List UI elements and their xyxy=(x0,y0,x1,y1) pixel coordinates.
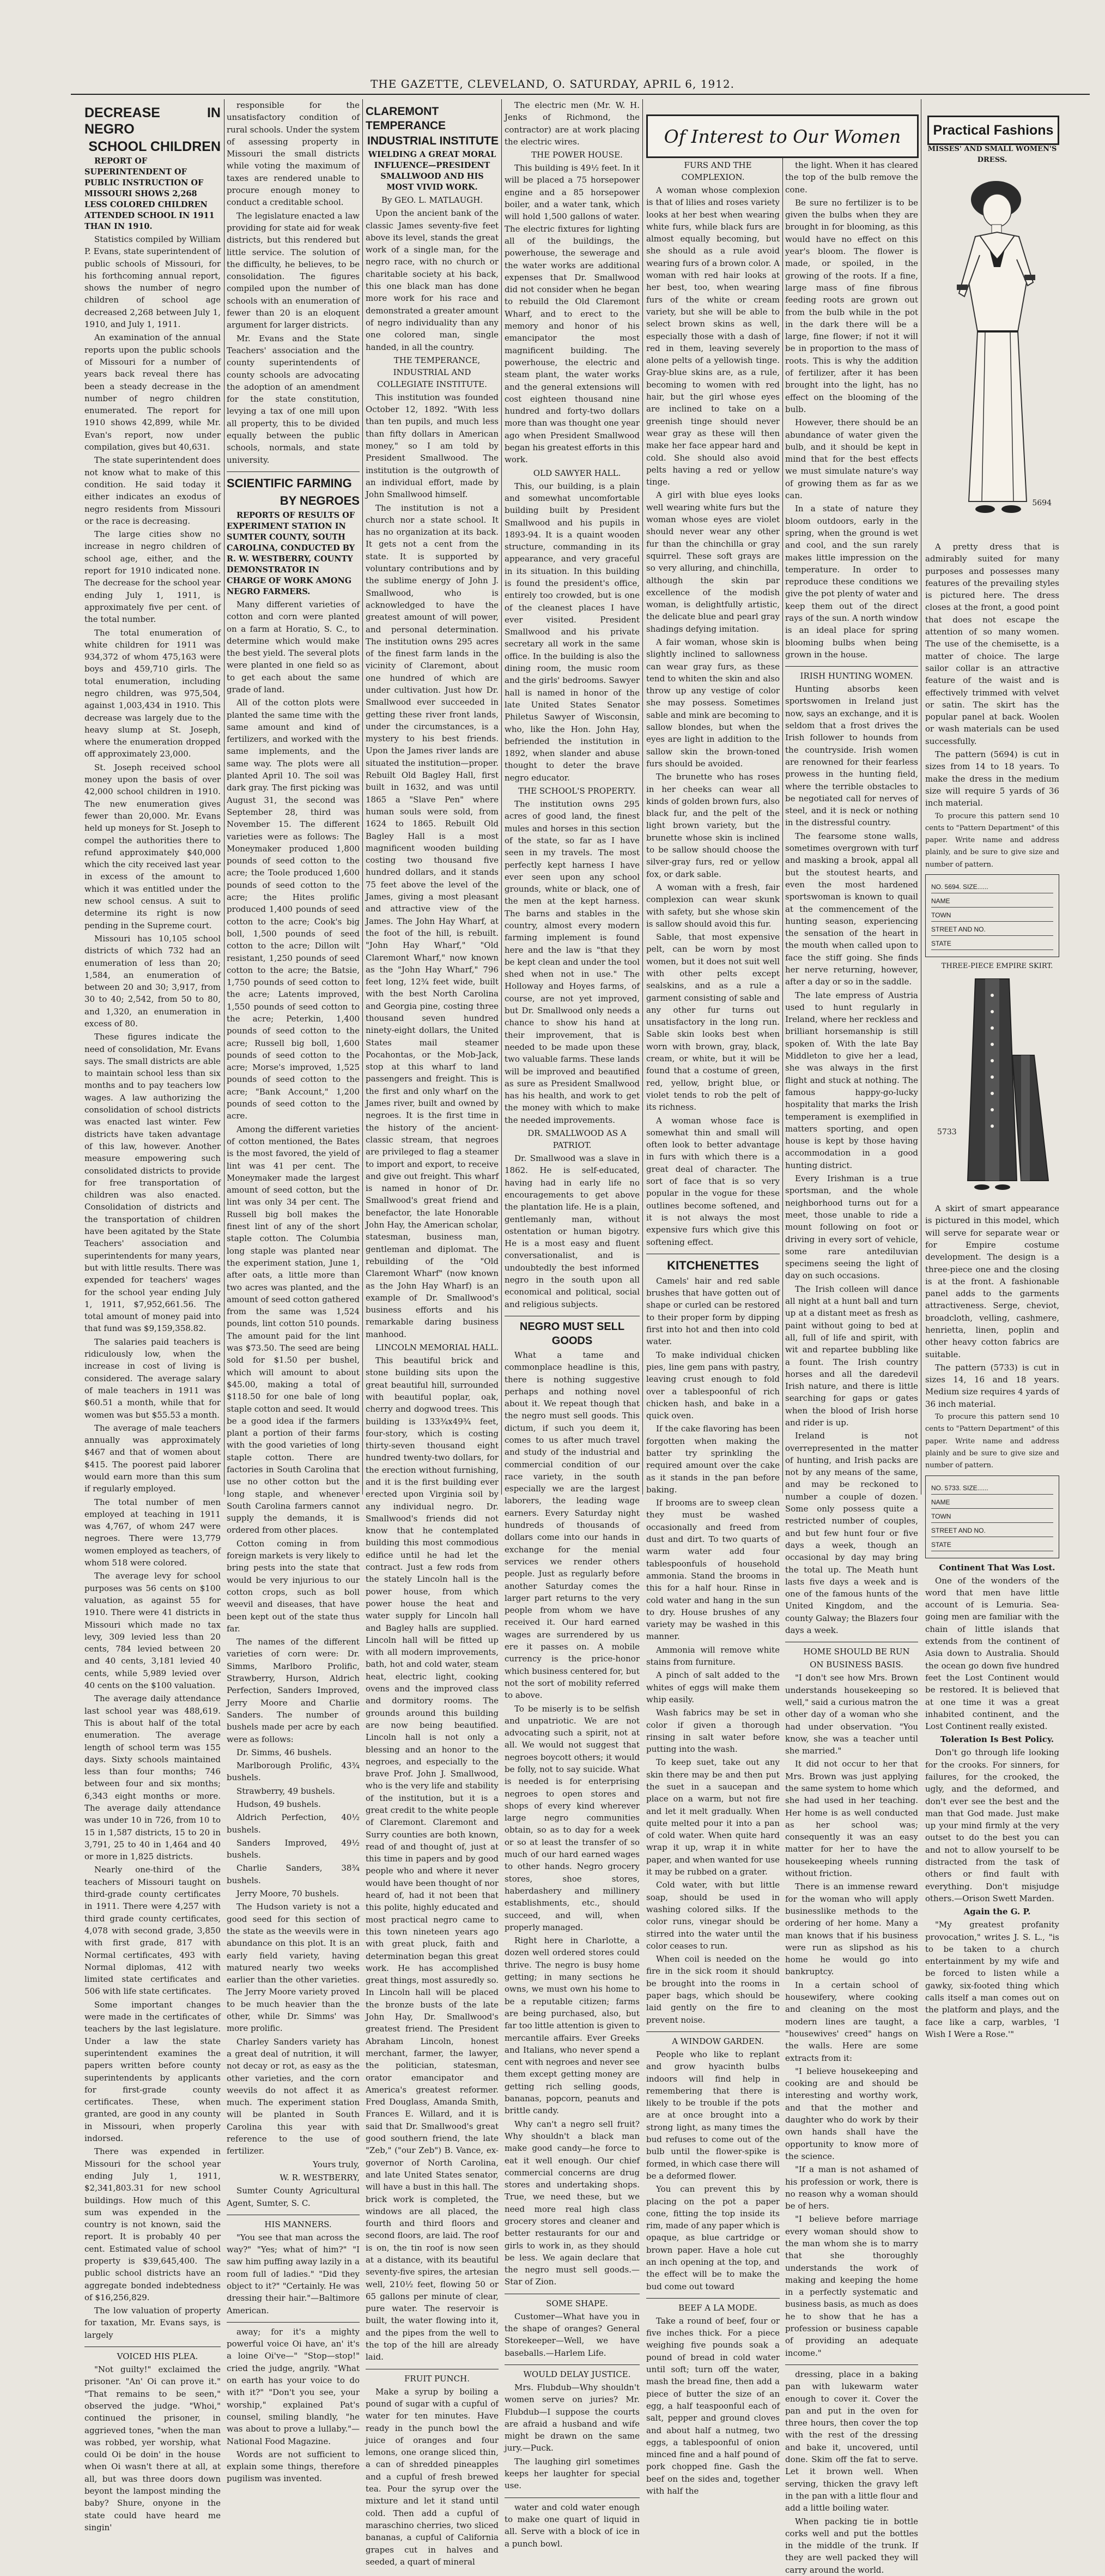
farming-headline-2: BY NEGROES xyxy=(280,493,360,507)
decrease-paragraph: The average daily attendance last school year was 488,619. This is about half of the total enumeration. The average length of school term was 155 days. Sixty schools maintained less than four months; 746 between four and six months; 6,343 eight months or more. The average daily attendance was under 10 in 726, from 10 to 15 in 1,587 districts, 15 to 20 in 3,791, 25 to 40 in 1,464 and 40 or more in 1,825 districts. xyxy=(84,1694,221,1862)
furs-paragraph: A woman whose complexion is that of lilies and roses variety looks at her best when wearing white furs, while black furs are almost equally becoming, but she should as a rule avoid wearing furs of a brown color. A woman with red hair looks at her best, too, when wearing furs of the white or cream variety, but she will be able to select brown skins as well, especially those with a dash of red in them, leaving severely alone pelts of a yellowish tinge. Gray-blue skins are, as a rule, becoming to women with red hair, but the girl whose eyes are inclined to take on a greenish tinge should never wear gray as these will then make her face appear hard and cold. She should also avoid pelts having a red or yellow tinge. xyxy=(646,185,780,487)
laugh-paragraph: The laughing girl sometimes keeps her laughter for special use. xyxy=(505,2456,640,2491)
claremont-headline-1: CLAREMONT TEMPERANCE xyxy=(366,105,446,132)
dress-order-note: To procure this pattern send 10 cents to "Pattern Department" of this paper. Write name and address plainly, and be sure to give size and number of pattern. xyxy=(925,812,1059,869)
irish-paragraph: Ireland is not overrepresented in the matter of hunting, and Irish packs are not by any means of the same, and may be reckoned to number a couple of dozen. Some only possess quite a restricted number of couples, and but few hunt four or five days a week, though an occasional by day may bring the total up. The Meath hunt lasts five days a week and is one of the famous hunts of the United Kingdom, and the county Galway; the Blazers four days a week. xyxy=(785,1431,918,1636)
section-divider xyxy=(227,2322,360,2323)
signature-line: Yours truly, xyxy=(313,2159,360,2169)
section-divider xyxy=(646,2298,780,2299)
order-row xyxy=(931,881,1053,893)
claremont-paragraph: This beautiful brick and stone building sits upon the great beautiful hill, surrounded with beautiful poplar, oak, cherry and dogwood trees. This building is 133¾x49¾ feet, four-story, which is costing thirty-seven thousand eight hundred twenty-two dollars, for the erection without furnishing, and it is the first building ever erected upon Virginia soil by any individual negro. Dr. Smallwood's friends did not know that he contemplated building this most commodious edifice until he had let the contract. Just a few rods from the stately Lincoln hall is the power house, from which power house the heat and water supply for Lincoln hall and Bagley halls are supplied. Lincoln hall will be fitted up with all modern improvements, bath, hot and cold water, steam heat, electric light, cooking ovens and the improved class and dormitory rooms. The grounds around this building are now being beautified. Lincoln hall is not only a blessing and an honor to the negroes, and especially to the brave Prof. John J. Smallwood, who is the very life and stability of the institution, but it is a great credit to the white people of Claremont. Claremont and Surry counties are both known, read of and thought of, just at this time in papers and by good people who and where it never would have been thought of nor heard of, had it not been that this polite, highly educated and most practical negro came to this town nineteen years ago with great pluck, faith and determination began this great work. He has accomplished great things, most assuredly so. In Lincoln hall will be placed the bronze busts of the late John Hay, Dr. Smallwood's greatest friend. The President Abraham Lincoln, honest merchant, farmer, the lawyer, the politician, statesman, orator emancipator and America's greatest reformer. Fred Douglass, Amanda Smith, Frances E. Willard, and it is said that Dr. Smallwood's great good southern friend, the late "Zeb," ("our Zeb") B. Vance, ex-governor of North Carolina, and late United States senator, will have a bust in this hall. The brick work is completed, the windows are all placed, the fourth and third floors and second floors, are laid. The roof is on, the tin roof is now seen at a distance, with its beautiful seventy-five spires, the artesian well, 210½ feet, flowing 50 or 65 gallons per minute of clear, pure water. The reservoir is built, the water flowing into it, and the pipes from the well to the top of the hill are already laid. xyxy=(366,1356,499,2362)
column-3 xyxy=(366,104,499,2567)
gp-headline: Again the G. P. xyxy=(963,1907,1031,1917)
furs-paragraph: A girl with blue eyes looks well wearing white furs but the woman whose eyes are violet should never wear any other fur than the chinchilla or gray squirrel. These soft grays are so very alluring, and chinchilla, although the skin par excellence of the modish woman, is delightfully artistic, the delicate blue and pearl gray shadings defying imitation. xyxy=(646,490,780,634)
farming-paragraph: Many different varieties of cotton and corn were planted on a farm at Horatio, S. C., to determine which would make the best yield. The several plots were planted in one field so as to get each about the same grade of land. xyxy=(227,599,360,694)
kitchen-paragraph: Cold water, with but little soap, should be used in washing colored silks. If the color runs, vinegar should be stirred into the water until the color ceases to run. xyxy=(646,1880,780,1951)
kitchen-paragraph: Wash fabrics may be set in color if given a thorough rinsing in salt water before putting into the wash. xyxy=(646,1708,780,1755)
punch-headline: FRUIT PUNCH. xyxy=(404,2373,470,2384)
order-state-field[interactable]: STATE xyxy=(931,1539,1053,1551)
claremont-subsection: THE TEMPERANCE, INDUSTRIAL AND COLLEGIATE INSTITUTE. xyxy=(377,355,487,389)
column-6 xyxy=(785,159,918,2575)
packing-paragraph: When packing tie in bottle corks well and put the bottles in the middle of the trunk. If they are well packed they will carry around the world. xyxy=(785,2516,918,2575)
order-state-field[interactable]: STATE xyxy=(931,938,1053,950)
skirt-pattern-number: 5733 xyxy=(937,1128,957,1137)
order-size[interactable]: SIZE...... xyxy=(963,1484,988,1492)
home-paragraph: "I don't see how Mrs. Brown understands housekeeping so well," said a curious matron the other day of a woman who she had under observation. "You know, she was a teacher until she married." xyxy=(785,1673,918,1756)
claremont-subsection: LINCOLN MEMORIAL HALL. xyxy=(375,1343,499,1353)
goods-paragraph: Right here in Charlotte, a dozen well ordered stores could thrive. The negro is busy home getting; in many sections he owns, we must own his home to be a reputable citizen; farms are being purchased, also, but far too little attention is given to mercantile affairs. Ever Greeks and Italians, who never spend a cent with negroes and never see them except getting money are getting rich selling goods, bananas, popcorn, peanuts and brittle candy. xyxy=(505,1936,640,2116)
section-divider xyxy=(227,471,360,472)
punch-continued: water and cold water enough to make one quart of liquid in all. Serve with a block of ice in a punch bowl. xyxy=(505,2502,640,2549)
decrease-paragraph: The large cities show no increase in negro children of school age, either, and the report for 1910 indicated none. The decrease for the school year ending July 1, 1911, is approximately five per cent. of the total number. xyxy=(84,529,221,625)
toleration-paragraph: Don't go through life looking for the crooks. For sinners, for failures, for the crooked, the ugly, and the deformed, and don't ever see the best and the man that God made. Just make up your mind firmly at the very outset to do the best you can and not to allow yourself to be distracted from the task of others or find fault with everything. Don't misjudge others.—Orison Swett Marden. xyxy=(925,1747,1059,1903)
claremont-subhead: WIELDING A GREAT MORAL INFLUENCE—PRESIDENT SMALLWOOD AND HIS MOST VIVID WORK. xyxy=(368,150,496,192)
irish-paragraph: Every Irishman is a true sportsman, and the whole neighborhood turns out for a meet, those unable to ride a mount following on foot or driving in every sort of vehicle, some rare antediluvian specimens seeing the light of day on such occasions. xyxy=(785,1174,918,1281)
section-divider xyxy=(646,2031,780,2032)
furs-paragraph: A woman with a fresh, fair complexion can wear skunk with safety, but she whose skin is sallow should avoid this fur. xyxy=(646,882,780,929)
order-street-field[interactable]: STREET AND NO. xyxy=(931,924,1053,936)
justice-paragraph: Mrs. Flubdub—Why shouldn't women serve on juries? Mr. Flubdub—I suppose the courts are afraid a husband and wife might be drawn on the same jury.—Puck. xyxy=(505,2382,640,2453)
shape-paragraph: Customer—What have you in the shape of oranges? General Storekeeper—Well, we have baseballs.—Harlem Life. xyxy=(505,2311,640,2358)
claremont-subsection: THE POWER HOUSE. xyxy=(531,150,623,160)
furs-paragraph: The brunette who has roses in her cheeks can wear all kinds of golden brown furs, also black fur, and the pelt of the light brown variety, but the brunette whose skin is inclined to be sallow should choose the silver-gray furs, red or yellow fox, or dark sable. xyxy=(646,772,780,879)
window-garden-headline: A WINDOW GARDEN. xyxy=(672,2036,764,2046)
decrease-paragraph: Some important changes were made in the certificates of teachers by the last legislature. Under a law the state superintendent examines the papers written before county superintendents by applicants for first-grade county certificates. These, when granted, are good in any county in Missouri, when properly indorsed. xyxy=(84,1999,221,2144)
decrease-headline-1: DECREASE IN NEGRO xyxy=(84,105,221,137)
order-number: NO. 5733. xyxy=(931,1484,961,1492)
signature-title: Sumter County Agricultural Agent, Sumter, S. C. xyxy=(227,2186,360,2208)
decrease-paragraph: Nearly one-third of the teachers of Missouri taught on third-grade county certificates in 1911. There were 4,257 with third grade county certificates, 4,078 with second grade, 3,850 with first grade, 817 with Normal certificates, 493 with Normal diplomas, 412 with limited state certificates and 506 with life state certificates. xyxy=(84,1865,221,1997)
irish-headline: IRISH HUNTING WOMEN. xyxy=(800,671,913,681)
decrease-paragraph: St. Joseph received school money upon the basis of over 42,000 school children in 1910. The new enumeration gives fewer than 20,000. Mr. Evans held up moneys for St. Joseph to compel the authorities there to refund approximately $40,000 which the city received last year in excess of the amount to which it was entitled under the new school census. A suit to determine its right is now pending in the Supreme court. xyxy=(84,762,221,930)
decrease-paragraph: The total enumeration of white children for 1911 was 934,372 of whom 475,163 were boys and 459,710 girls. The total enumeration, including negro children, was 975,504, against 1,003,434 in 1910. This decrease was largely due to the heavy slump at St. Joseph, where the enumeration dropped off approximately 23,000. xyxy=(84,627,221,759)
claremont-subsection: THE SCHOOL'S PROPERTY. xyxy=(518,786,636,796)
skirt-headline: THREE-PIECE EMPIRE SKIRT. xyxy=(941,962,1053,971)
irish-paragraph: The late empress of Austria used to hunt regularly in Ireland, where her reckless and brilliant horsemanship is still spoken of. With the late Bay Middleton to give her a lead, she was always in the first flight and stuck at nothing. The famous happy-go-lucky hospitality that marks the Irish temperament is exemplified in matters sporting, and open house is kept by those having accommodation in a good hunting district. xyxy=(785,990,918,1170)
home-paragraph: There is an immense reward for the woman who will apply businesslike methods to the ordering of her home. Many a man knows that if his business were run as slipshod as his home he would go into bankruptcy. xyxy=(785,1882,918,1977)
decrease-paragraph: There was expended in Missouri for the school year ending July 1, 1911, $2,341,803.31 for new school buildings. How much of this sum was expended in the country is not known, said the report. It is probably 40 per cent. Estimated value of school property is $39,645,400. The public school districts have an aggregate bonded indebtedness of $16,256,829. xyxy=(84,2146,221,2302)
skirt-paragraph: A skirt of smart appearance is pictured in this model, which will serve for separate wear or for Empire costume development. The design is a three-piece one and the closing is at the front. A fashionable panel adds to the garments attractiveness. Serge, cheviot, broadcloth, velling, cashmere, henrietta, linen, poplin and other heavy cotton fabrics are suitable. xyxy=(925,1204,1059,1359)
women-section-title: Of Interest to Our Women xyxy=(664,125,901,147)
decrease-paragraph: These figures indicate the need of consolidation, Mr. Evans says. The small districts are able to maintain school less than six months and to pay teachers low wages. A law authorizing the consolidation of school districts was enacted last winter. Few districts have taken advantage of this law, however. Another measure empowering such consolidated districts to provide for free transportation of children was also enacted. Consolidation of districts and the transportation of children have been agitated by the State Teachers' association and superintendents for many years, but with little results. There was expended for teachers' wages for the school year ending July 1, 1911, $7,952,661.56. The total amount of money paid into that fund was $9,159,358.82. xyxy=(84,1032,221,1334)
window-paragraph: However, there should be an abundance of water given the bulb, and it should be kept in mind that for the best effects we must simulate nature's way of growing them as far as we can. xyxy=(785,418,918,501)
irish-paragraph: Hunting absorbs keen sportswomen in Ireland just now, says an exchange, and it is seldom that a frost drives the Irish follower to hounds from the countryside. Irish women are renowned for their fearless prowess in the hunting field, where the terrible obstacles to be negotiated call for nerves of steel, and it is neck or nothing in the distressful country. xyxy=(785,684,918,828)
voiced-continued: away; for it's a mighty powerful voice Oi have, an' it's a loine Oi've—" "Stop—stop!" cried the judge, angrily. "What on earth has your voice to do with it?" "Don't you see, your worship," explained Pat's counsel, smiling blandly, "he was about to prove a lullaby."—National Food Magazine. xyxy=(227,2326,360,2446)
voiced-paragraph: "Not guilty!" exclaimed the prisoner. "An' Oi can prove it." "That remains to be seen," observed the judge. "Whoi," continued the prisoner, in aggrieved tones, "when the man was robbed, yer worship, what could Oi be doin' in the house when Oi wasn't there at all, at all, but was three doors down beyont the lampost minding the baby? Shure, onyone in the state could have heard me singin' xyxy=(84,2365,221,2532)
manners-paragraph: "You see that man across the way?" "Yes; what of him?" "I saw him puffing away lazily in a room full of ladies." "Did they object to it?" "Certainly. He was dressing their hair."—Baltimore American. xyxy=(227,2232,360,2315)
goods-paragraph: Why can't a negro sell fruit? Why shouldn't a black man make good candy—he force to eat it well enough. Our chief commercial concerns are drug stores and undertaking shops. True, we need these, but we need more real high class grocery stores and cleaner and better restaurants for our and girls to work in, as they should be less. We again declare that the negro must sell goods.—Star of Zion. xyxy=(505,2119,640,2287)
kitchen-paragraph: Ammonia will remove white stains from furniture. xyxy=(646,1644,780,1667)
kitchen-paragraph: When coil is needed on the fire in the sick room it should be brought into the rooms in paper bags, which should be laid gently on the fire to prevent noise. xyxy=(646,1954,780,2025)
farming-paragraph: Cotton coming in from foreign markets is very likely to bring pests into the state that would be very injurious to our cotton crops, such as boll weevil and diseases, that have been kept out of the state thus far. xyxy=(227,1538,360,1634)
masthead-rule xyxy=(71,94,1090,95)
farming-paragraph: Among the different varieties of cotton mentioned, the Bates is the most favored, the yield of lint was 41 per cent. The Moneymaker made the largest amount of seed cotton, but the lint was only 34 per cent. The Russell big boll makes the finest lint of any of the short staple cotton. The Columbia long staple was planted near the experiment station, June 1, after oats, a little more than two acres was planted, and the amount of seed cotton gathered from the same was 1,524 pounds, lint cotton 510 pounds. The amount paid for the lint was $73.50. The seed are being sold for $1.50 per bushel, which will amount to about $45.00, making a total of $118.50 for one bale of long staple cotton and seed. It would be a good idea if the farmers plant a portion of their farms with the good varieties of long staple cotton. There are factories in South Carolina that use no other cotton but the long staple, and whenever South Carolina farmers cannot supply the demands, it is ordered from other places. xyxy=(227,1124,360,1535)
furs-headline: FURS AND THE COMPLEXION. xyxy=(681,160,752,182)
claremont-paragraph: Upon the ancient bank of the classic James seventy-five feet above its level, stands the great work of a single man, for the negro race, with no church or charitable society at his back, this one black man has done more work for his race and demonstrated a greater amount of negro individuality than any one colored man, single handed, in all the country. xyxy=(366,208,499,352)
farming-paragraph: The Hudson variety is not a good seed for this section of the state as the weevils were in abundance on this plot. It is an early field variety, having matured nearly two weeks earlier than the other varieties. The Jerry Moore variety proved to be much heavier than the other, while Dr. Simms' was more prolific. xyxy=(227,1902,360,2034)
decrease-paragraph: Statistics compiled by William P. Evans, state superintendent of public schools of Missouri, for his forthcoming annual report, shows the number of negro children of school age decreased 2,268 between July 1, 1910, and July 1, 1911. xyxy=(84,234,221,330)
window-paragraph: You can prevent this by placing on the pot a paper cone, fitting the top inside its rim, made of any paper which is opaque, as blue cartridge or brown paper. Have a hole cut an inch opening at the top, and the effect will be to make the bud come out toward xyxy=(646,2184,780,2291)
column-rule xyxy=(362,99,363,1495)
goods-paragraph: To be miserly is to be selfish and unpatriotic. We are not advocating such a spirit, not at all. We would not suggest that negroes boycott others; it would be folly, not to say suicide. What is needed is for enterprising negroes to open stores and shops of every kind wherever large negro communities obtain, so as to day for a week or so at least the transfer of so much of our hard earned wages to other hands. Negro grocery stores, shoe stores, haberdashery and millinery establishments, etc., should succeed, and will, when properly managed. xyxy=(505,1703,640,1932)
manners-headline: HIS MANNERS. xyxy=(264,2219,332,2229)
farming-headline-1: SCIENTIFIC FARMING xyxy=(227,476,352,490)
home-paragraph: It did not occur to her that Mrs. Brown was just applying the same system to home which she had used in her teaching. Her home is as well conducted as her school was; consequently it was an easy matter for her to have the housekeeping wheels running without friction. xyxy=(785,1759,918,1879)
window-paragraph: People who like to replant and grow hyacinth bulbs indoors will find help in remembering that there is likely to be trouble if the pots are at once brought into a strong light, as many times the bud refuses to come out of the bulb until the flower-spike is formed, in which case there will be a deformed flower. xyxy=(646,2049,780,2181)
skirt-illustration xyxy=(925,973,1059,1202)
decrease-continued: responsible for the unsatisfactory condition of rural schools. Under the system of assessing property in Missouri the small districts while voting the maximum of taxes are rendered unable to procure enough money to conduct a creditable school. xyxy=(227,100,360,208)
irish-paragraph: The Irish colleen will dance all night at a hunt ball and turn up at a distant meet as fresh as paint without going to bed at all, full of life and spirit, with wit and repartee bubbling like a fount. The Irish country horses and all the daredevil Irish nature, and there is little searching for gaps or gates when the blood of Irish horse and rider is up. xyxy=(785,1284,918,1428)
fashions-header xyxy=(927,116,1059,145)
window-continued: the light. When it has cleared the top of the bulb remove the cone. xyxy=(785,160,918,195)
column-4 xyxy=(505,99,640,2549)
furs-paragraph: A woman whose face is somewhat thin and small will often look to better advantage in furs with which there is a great deal of character. The sort of face that is so very popular in the vogue for these outlines become softened, and it is not always the most expensive furs which give this softening effect. xyxy=(646,1115,780,1247)
dress-illustration xyxy=(925,168,1059,539)
beef-paragraph: Take a round of beef, four or five inches thick. For a piece weighing five pounds soak a pound of bread in cold water until soft; turn off the water, mash the bread fine, then add a piece of butter the size of an egg, a half teaspoonful each of salt, pepper and ground cloves and about half a nutmeg, two eggs, a tablespoonful of onion minced fine and a half pound of pork chopped fine. Gash the beef on the sides and, together with half the xyxy=(646,2315,780,2496)
voiced-headline: VOICED HIS PLEA. xyxy=(117,2351,198,2362)
kitchenettes-headline: KITCHENETTES xyxy=(667,1258,759,1272)
farming-paragraph: The names of the different varieties of corn were: Dr. Simms, Marlboro Prolific, Strawberry, Hurson, Aldrich Perfection, Sanders Improved, Jerry Moore and Charlie Sanders. The number of bushels made per acre by each were as follows: xyxy=(227,1637,360,1744)
decrease-subhead: REPORT OF SUPERINTENDENT OF PUBLIC INSTRUCTION OF MISSOURI SHOWS 2,268 LESS COLORED CHILDREN ATTENDED SCHOOL IN 1911 THAN IN 1910. xyxy=(84,156,215,231)
claremont-paragraph: Dr. Smallwood was a slave in 1862. He is self-educated, having had in early life no encouragements to get above the plantation life. He is a plain, gentlemanly man, without ostentation or human bigotry. He is a most easy and fluent conversationalist, and is undoubtedly the best informed negro in the south upon all economical and political, social and religious subjects. xyxy=(505,1153,640,1309)
masthead: THE GAZETTE, CLEVELAND, O. SATURDAY, APRIL 6, 1912. xyxy=(371,77,734,90)
goods-paragraph: What a tame and commonplace headline is this, there is nothing suggestive perhaps and nothing novel about it. We repeat though that the negro must sell goods. This dictum, if such you deem it, comes to us after much travel and study of the industrial and commercial condition of our race variety, in the south especially we are the largest laborers, the leading wage earners. Every Saturday night hundreds of thousands of dollars come into our hands in exchange for the menial services we render others people. Just as regularly before another Saturday comes the larger part returns to the very people from whom we have received it. Our hard earned wages are surrendered by us ere it passes on. A mobile currency is the price-honor which business centered for, but not the sort of mobility referred to above. xyxy=(505,1350,640,1701)
order-town-field[interactable]: TOWN xyxy=(931,1511,1053,1523)
kitchen-paragraph: A pinch of salt added to the whites of eggs will make them whip easily. xyxy=(646,1670,780,1704)
corn-list-item: Sanders Improved, 49½ bushels. xyxy=(227,1837,360,1860)
home-paragraph: "I believe housekeeping and cooking are and should be interesting and worthy work, and that the mother and daughter who do work by their own hands shall have the opportunity to know more of the science. xyxy=(785,2066,918,2161)
gp-paragraph: "My greatest profanity provocation," writes J. S. L., "is to be taken to a church entertainment by my wife and be forced to listen while a gawky, six-footed thing which calls itself a man comes out on the platform and plays, and the face like a carp, warbles, 'I Wish I Were a Rose.'" xyxy=(925,1920,1059,2039)
order-number: NO. 5694. xyxy=(931,883,961,891)
corn-list-item: Jerry Moore, 70 bushels. xyxy=(236,1889,339,1899)
window-paragraph: Be sure no fertilizer is to be given the bulbs when they are brought in for blooming, as this would have no effect on this year's bloom. The flower is made, or spoiled, in the growing of the roots. If a fine, large mass of fine fibrous feeding roots are grown out from the bulb while in the pot in the dark there will be a large, fine flower; if not it will be in proportion to the mass of roots. This is why the addition of fertilizer, after it has been brought into the light, has no effect on the blooming of the bulb. xyxy=(785,197,918,414)
skirt-paragraph: The pattern (5733) is cut in sizes 14, 16 and 18 years. Medium size requires 4 yards of 36 inch material. xyxy=(925,1362,1059,1409)
decrease-paragraph: The state superintendent does not know what to make of this condition. He said today it either indicates an exodus of negro residents from Missouri or the race is decreasing. xyxy=(84,455,221,526)
decrease-continued: Mr. Evans and the State Teachers' association and the county superintendents of county schools are advocating the adoption of an amendment for the state constitution, levying a tax of one mill upon all property, this to be divided equally between the public schools, normals, and state university. xyxy=(227,333,360,465)
skirt-order-note: To procure this pattern send 10 cents to "Pattern Department" of this paper. Write name and address plainly and be sure to give size and number of pattern. xyxy=(925,1413,1059,1470)
order-row xyxy=(931,1483,1053,1495)
claremont-subsection: OLD SAWYER HALL. xyxy=(533,468,621,478)
punch-paragraph: Make a syrup by boiling a pound of sugar with a cupful of water for ten minutes. Have ready in the punch bowl the juice of oranges and four lemons, one orange sliced thin, a can of shredded pineapples and a cupful of fresh brewed tea. Pour the syrup over the mixture and let it stand until cold. Then add a cupful of maraschino cherries, two sliced bananas, a cupful of California grapes cut in halves and seeded, a quart of mineral xyxy=(366,2386,499,2567)
dress-figure xyxy=(925,168,1059,539)
pattern-order-form[interactable] xyxy=(925,1476,1059,1558)
corn-list-item: Dr. Simms, 46 bushels. xyxy=(236,1747,332,1757)
furs-paragraph: A fair woman, whose skin is slightly inclined to sallowness can wear gray furs, as these tend to whiten the skin and also throw up any vestige of color she may possess. Sometimes sable and mink are becoming to sallow blondes, but when the eyes are light in addition to the sallow skin the brown-toned furs should be avoided. xyxy=(646,637,780,769)
home-paragraph: In a certain school of housewifery, where cooking and cleaning on the most modern lines are taught, a "housewives' creed" hangs on the walls. Here are some extracts from it: xyxy=(785,1980,918,2063)
column-rule xyxy=(642,99,643,1495)
shape-headline: SOME SHAPE. xyxy=(546,2298,608,2308)
corn-list-item: Strawberry, 49 bushels. xyxy=(236,1786,335,1796)
claremont-subsection: DR. SMALLWOOD AS A PATRIOT. xyxy=(527,1128,627,1151)
claremont-paragraph: The institution owns 295 acres of good land, the finest mules and horses in this section of the state, so far as I have seen in my travels. The most perfectly kept harness I have ever seen upon any school grounds, white or black, one of the men at the kept harness. The barns and stables in the country, almost every modern farming implement is found here and the law is "that they be kept clean and under the tool shed when not in use." The Holloway and Hoyes farms, of course, are not yet improved, but Dr. Smallwood only needs a chance to show his hand at their improvement, that is needed to be made upon these two valuable farms. These lands will be improved and beautified as sure as President Smallwood has his health, and work to get the money with which to make the needed improvements. xyxy=(505,799,640,1125)
kitchen-paragraph: To make individual chicken pies, line gem pans with pastry, leaving crust enough to fold over a tablespoonful of rich chicken hash, and bake in a quick oven. xyxy=(646,1350,780,1421)
decrease-paragraph: An examination of the annual reports upon the public schools of Missouri for a number of years back reveal there has been a steady decrease in the number of negro children enumerated. The report for 1910 shows 42,899, while Mr. Evan's report, now under compilation, gives but 40,631. xyxy=(84,332,221,452)
toleration-headline: Toleration Is Best Policy. xyxy=(940,1734,1054,1745)
irish-paragraph: The fearsome stone walls, sometimes overgrown with turf and masking a brook, appal all but the stoutest hearts, and even the most hardened sportswoman is known to quail at the commencement of the hunting season, experiencing the sensation of the heart in the mouth when called upon to face the stiff going. She finds her nerve returning, however, after a day or so in the saddle. xyxy=(785,831,918,987)
kitchen-paragraph: Camels' hair and red sable brushes that have gotten out of shape or curled can be restored to their proper form by dipping first into hot and then into cold water. xyxy=(646,1275,780,1347)
farming-paragraph: All of the cotton plots were planted the same time with the same amount and kind of fertilizers, and worked with the same implements, and the same way. The plots were all planted April 10. The soil was dark gray. The first picking was August 31, the second was September 28, third was November 15. The different varieties were as follows: The Moneymaker produced 1,800 pounds of seed cotton to the acre; the Toole produced 1,600 pounds of seed cotton to the acre; the Hites prolific produced 1,400 pounds of seed cotton to the acre; Cook's big boll, 1,500 pounds of seed cotton to the acre; Dillon wilt resistant, 1,250 pounds of seed cotton to the acre; the Batsie, 1,750 pounds of seed cotton to the acre; Latents improved, 1,550 pounds of seed cotton to the acre; Peterkin, 1,400 pounds of seed cotton to the acre; Russell big boll, 1,600 pounds of seed cotton to the acre; Morse's improved, 1,525 pounds of seed cotton to the acre; "Bank Account," 1,200 pounds of seed cotton to the acre. xyxy=(227,698,360,1121)
pattern-order-form[interactable] xyxy=(925,874,1059,957)
dress-paragraph: The pattern (5694) is cut in sizes from 14 to 18 years. To make the dress in the medium size will require 5 yards of 36 inch material. xyxy=(925,749,1059,808)
claremont-paragraph: This institution was founded October 12, 1892. "With less than ten pupils, and much less than fifty dollars in American money," so I am told by President Smallwood. The institution is the outgrowth of an individual effort, made by John Smallwood himself. xyxy=(366,392,499,500)
claremont-headline-2: INDUSTRIAL INSTITUTE xyxy=(367,135,499,147)
home-headline-2: ON BUSINESS BASIS. xyxy=(810,1660,903,1670)
corn-list-item: Marlborough Prolific, 43¾ bushels. xyxy=(227,1761,360,1783)
decrease-continued: The legislature enacted a law providing for state aid for weak districts, but this rendered but little service. The solution of the difficulty, he believes, to be consolidation. The figures compiled upon the number of schools with an enumeration of fewer than 20 is an eloquent argument for larger districts. xyxy=(227,210,360,330)
decrease-paragraph: The total number of men employed at teaching in 1911 was 4,767, of whom 247 were negroes. There were 13,779 women employed as teachers, of whom 518 were colored. xyxy=(84,1497,221,1568)
claremont-continued: The electric men (Mr. W. H. Jenks of Richmond, the contractor) are at work placing the electric wires. xyxy=(505,100,640,147)
order-street-field[interactable]: STREET AND NO. xyxy=(931,1525,1053,1537)
column-1 xyxy=(84,104,221,2532)
order-name-field[interactable]: NAME xyxy=(931,1497,1053,1509)
farming-subhead: REPORTS OF RESULTS OF EXPERIMENT STATION IN SUMTER COUNTY, SOUTH CAROLINA, CONDUCTED BY R. W. WESTBERRY, COUNTY DEMONSTRATOR IN CHARGE OF WORK AMONG NEGRO FARMERS. xyxy=(227,510,355,596)
column-7 xyxy=(925,144,1059,2039)
dress-paragraph: A pretty dress that is admirably suited for many purposes and possesses many features of the prevailing styles is pictured here. The dress closes at the front, a good point that does not escape the attention of so many women. The use of the chemisette, is a matter of choice. The large sailor collar is an attractive feature of the waist and is effectively trimmed with velvet or satin. The skirt has the popular panel at back. Woolen or wash materials can be used successfully. xyxy=(925,542,1059,746)
negro-goods-headline: NEGRO MUST SELL GOODS xyxy=(519,1320,625,1347)
justice-headline: WOULD DELAY JUSTICE. xyxy=(523,2369,631,2379)
home-paragraph: "I believe before marriage every woman should show to the man whom she is to marry that she thoroughly understands the work of making and keeping the home in a perfectly systematic and business basis, as much as does he to show that he has a profession or business capable of providing an adequate income." xyxy=(785,2214,918,2358)
decrease-headline-2: SCHOOL CHILDREN xyxy=(88,139,221,154)
window-paragraph: In a state of nature they bloom outdoors, early in the spring, when the ground is wet and cool, and the sun rarely makes little impression on the temperature. In order to reproduce these conditions we give the pot plenty of water and keep them out of the direct rays of the sun. A north window is an ideal place for spring blooming bulbs when being grown in the house. xyxy=(785,504,918,660)
skirt-figure xyxy=(925,973,1059,1202)
corn-list-item: Aldrich Perfection, 40½ bushels. xyxy=(227,1812,360,1835)
words-paragraph: Words are not sufficient to explain some things, therefore pugilism was invented. xyxy=(227,2449,360,2484)
kitchen-paragraph: If the cake flavoring has been forgotten when making the batter try sprinkling the required amount over the cake as it stands in the pan before baking. xyxy=(646,1424,780,1495)
kitchen-paragraph: If brooms are to sweep clean they must be washed occasionally and freed from dust and dirt. To two quarts of warm water add four tablespoonfuls of household ammonia. Stand the brooms in this for a half hour. Rinse in cold water and hang in the sun to dry. House brushes of any variety may be washed in this manner. xyxy=(646,1498,780,1642)
women-section-header xyxy=(646,114,919,158)
claremont-paragraph: This building is 49½ feet. In it will be placed a 75 horsepower engine and a 85 horsepower boiler, and a water tank, which will hold 1,500 gallons of water. The electric fixtures for lighting all of the buildings, the powerhouse, the sewerage and the water works are additional expenses that Dr. Smallwood did not consider when he began to rebuild the Old Claremont Wharf, and to erect to the memory and honor of his emancipator the most magnificent building. The powerhouse, the electric and steam plant, the water works and the general extensions will cost eighteen thousand nine hundred and forty-two dollars more than was thought one year ago when President Smallwood began his greatest efforts in this work. xyxy=(505,163,640,465)
decrease-paragraph: The salaries paid teachers is ridiculously low, when the increase in cost of living is considered. The average salary of male teachers in 1911 was $60.51 a month, while that for women was but $55.53 a month. xyxy=(84,1337,221,1420)
corn-list-item: Charlie Sanders, 38¾ bushels. xyxy=(227,1863,360,1885)
corn-list-item: Hudson, 49 bushels. xyxy=(236,1799,321,1809)
fashions-title: Practical Fashions xyxy=(933,122,1054,138)
kitchen-paragraph: To keep suet, take out any skin there may be and then put the suet in a saucepan and place on a warm, but not fire and let it melt gradually. When quite melted pour it into a pan of cold water. When quite hard wrap it up, wrap it in white paper, and when wanted for use it may be rubbed on a grater. xyxy=(646,1757,780,1877)
beef-headline: BEEF A LA MODE. xyxy=(678,2302,757,2313)
column-rule xyxy=(782,158,783,1493)
home-paragraph: "If a man is not ashamed of his profession or work, there is no reason why a woman should be of hers. xyxy=(785,2164,918,2211)
claremont-paragraph: The institution is not a church nor a state school. It has no organization at its back. It gets not a cent from the state. It is supported by voluntary contributions and by the sublime energy of John J. Smallwood, who is acknowledged to have the greatest amount of will power, and personal determination. The institution owns 295 acres of the finest farm lands in the vicinity of Claremont, about one hundred of which are under cultivation. Just how Dr. Smallwood ever succeeded in getting these river front lands, under the circumstances, is a mystery to his best friends. Upon the James river lands are situated the institution—proper. Rebuilt Old Bagley Hall, first built in 1632, and was until 1865 a "Slave Pen" where human souls were sold, from 1624 to 1865. Rebuilt Old Bagley Hall is a most magnificent wooden building costing two thousand five hundred dollars, and it stands 75 feet above the level of the James, giving a most pleasant and attractive view of the James. The John Hay Wharf, at the foot of the hill, is rebuilt. "John Hay Wharf," "Old Claremont Wharf," now known as the "John Hay Wharf," 796 feet long, 12¾ feet wide, built with the best North Carolina and Georgia pine, costing three thousand seven hundred ninety-eight dollars, the United States mail steamer Pocahontas, or the Mob-Jack, stop at this wharf to land passengers and freight. This is the first and only wharf on the James river, built and owned by negroes. It is the first time in the history of the ancient-classic stream, that negroes are privileged to flag a steamer to import and export, to receive and give out freight. This wharf is named in honor of Dr. Smallwood's great friend and benefactor, the late Honorable John Hay, the American scholar, statesman, business man, gentleman and diplomat. The rebuilding of the "Old Claremont Wharf" (now known as the John Hay Wharf) is an example of Dr. Smallwood's business efforts and his remarkable daring business manhood. xyxy=(366,503,499,1339)
decrease-paragraph: The average of male teachers annually was approximately $467 and that of women about $415. The poorest paid laborer would earn more than this sum if regularly employed. xyxy=(84,1423,221,1494)
dress-pattern-number: 5694 xyxy=(1032,499,1052,507)
fashions-subhead: MISSES' AND SMALL WOMEN'S DRESS. xyxy=(927,145,1057,164)
beef-continued: dressing, place in a baking pan with lukewarm water enough to cover it. Cover the pan and put in the oven for three hours, then cover the top with the rest of the dressing and bake it, uncovered, until done. Skim off the fat to serve. Let it brown well. When serving, thicken the gravy left in the pan with a little flour and add a little boiling water. xyxy=(785,2369,918,2513)
decrease-paragraph: Missouri has 10,105 school districts of which 732 had an enumeration of less than 20; 1,584, an enumeration of between 20 and 30; 3,917, from 30 to 40; 2,542, from 50 to 80, and 1,320, an enumeration in excess of 80. xyxy=(84,933,221,1029)
signature-name: W. R. WESTBERRY, xyxy=(280,2172,360,2182)
column-5 xyxy=(646,159,780,2496)
home-headline-1: HOME SHOULD BE RUN xyxy=(803,1647,910,1657)
furs-paragraph: Sable, that most expensive pelt, can be worn by most women, but it does not suit well with other pelts except sealskins, and as a rule a garment consisting of sable and any other fur turns out unsatisfactory in the long run. Sable skin looks best when worn with brown, gray, black, cream, or white, but it will be found that a costume of green, red, yellow, bright blue, or violet tends to rob the pelt of its richness. xyxy=(646,932,780,1112)
order-town-field[interactable]: TOWN xyxy=(931,910,1053,922)
column-rule xyxy=(501,99,502,1495)
decrease-paragraph: The average levy for school purposes was 56 cents on $100 valuation, as against 55 for 1910. There were 41 districts in Missouri which made no tax levy, 309 levied less than 20 cents, 784 levied between 20 and 40 cents, 3,181 levied 40 cents, while 5,989 levied over 40 cents on the $100 valuation. xyxy=(84,1571,221,1691)
column-2 xyxy=(227,99,360,2484)
claremont-paragraph: This, our building, is a plain and somewhat uncomfortable building built by President Smallwood and his pupils in 1893-94. It is a quaint wooden structure, commanding in its appearance, and very graceful in its situation. In this building is found the president's office, entirely too crowded, but is one of the cleanest places I have ever visited. President Smallwood and his private secretary all work in the same office. In the building is also the dining room, the music room and the girls' bedrooms. Sawyer hall is named in honor of the late United States Senator Philetus Sawyer of Wisconsin, who, like the Hon. John Hay, befriended the institution in 1892, when slander and abuse thought to deter the brave negro educator. xyxy=(505,481,640,783)
order-name-field[interactable]: NAME xyxy=(931,896,1053,908)
continent-paragraph: One of the wonders of the word that men have little account of is Lemuria. Sea-going men are familiar with the chain of little islands that extends from the continent of Asia down to Australia. Should the ocean go down five hundred feet the Lost Continent would be restored. It is believed that at one time it was a great inhabited continent, and the Lost Continent really existed. xyxy=(925,1575,1059,1732)
continent-headline: Continent That Was Lost. xyxy=(939,1562,1055,1573)
section-divider xyxy=(785,666,918,667)
farming-paragraph: Charley Sanders variety has a great deal of nutrition, it will not decay or rot, as easy as the other varieties, and the corn weevils do not affect it as much. The experiment station will be planted in South Carolina this year with reference to the use of fertilizer. xyxy=(227,2036,360,2156)
claremont-byline: By GEO. L. MATLAUGH. xyxy=(381,195,483,205)
order-size[interactable]: SIZE...... xyxy=(963,883,988,891)
decrease-paragraph: The low valuation of property for taxation, Mr. Evans says, is largely xyxy=(84,2306,221,2340)
